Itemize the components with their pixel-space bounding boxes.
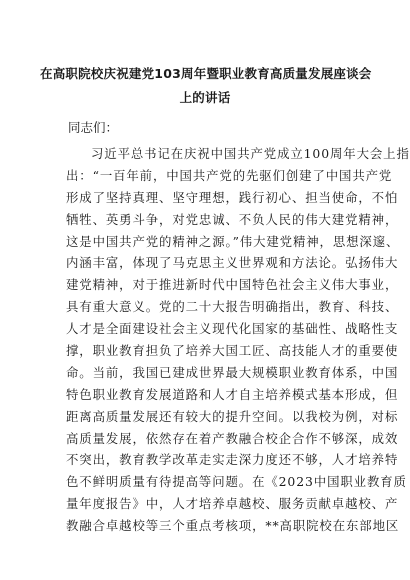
body-line: 距离高质量发展还有较大的提升空间。以我校为例，对标 [66, 408, 399, 424]
body-line: 色不鲜明质量有待提高等问题。在《2023中国职业教育质 [66, 474, 407, 490]
body-line: 人才是全面建设社会主义现代化国家的基础性、战略性支 [66, 321, 399, 337]
body-line: 出：“一百年前，中国共产党的先驱们创建了中国共产党 [66, 167, 393, 183]
body-line: 不突出，教育教学改革走实走深力度还不够，人才培养特 [66, 452, 399, 468]
body-line: 建党精神，对于推进新时代中国特色社会主义伟大事业， [66, 277, 399, 293]
body-line: 牺牲、英勇斗争，对党忠诚、不负人民的伟大建党精神， [66, 211, 399, 227]
body-line: 习近平总书记在庆祝中国共产党成立100周年大会上指 [91, 146, 410, 161]
body-line: 特色职业教育发展道路和人才自主培养模式基本形成，但 [66, 386, 399, 402]
title-line: 上的讲话 [179, 90, 231, 105]
body-line: 形成了坚持真理、坚守理想，践行初心、担当使命，不怕 [66, 189, 399, 205]
title-line: 在高职院校庆祝建党103周年暨职业教育高质量发展座谈会 [40, 66, 372, 81]
body-line: 这是中国共产党的精神之源。”伟大建党精神，思想深邃、 [66, 233, 400, 249]
body-line: 具有重大意义。党的二十大报告明确指出，教育、科技、 [66, 299, 399, 315]
body-line: 命。当前，我国已建成世界最大规模职业教育体系，中国 [66, 364, 399, 380]
body-line: 撑，职业教育担负了培养大国工匠、高技能人才的重要使 [66, 343, 399, 359]
body-line: 高质量发展，依然存在着产教融合校企合作不够深，成效 [66, 430, 399, 446]
body-line: 内涵丰富，体现了马克思主义世界观和方法论。弘扬伟大 [66, 255, 399, 271]
body-line: 教融合卓越校等三个重点考核项，**高职院校在东部地区 [66, 518, 400, 534]
greeting: 同志们： [68, 120, 119, 135]
speech-title [40, 62, 370, 110]
body-line: 量年度报告》中，人才培养卓越校、服务贡献卓越校、产 [66, 496, 399, 512]
speech-body [66, 143, 410, 537]
